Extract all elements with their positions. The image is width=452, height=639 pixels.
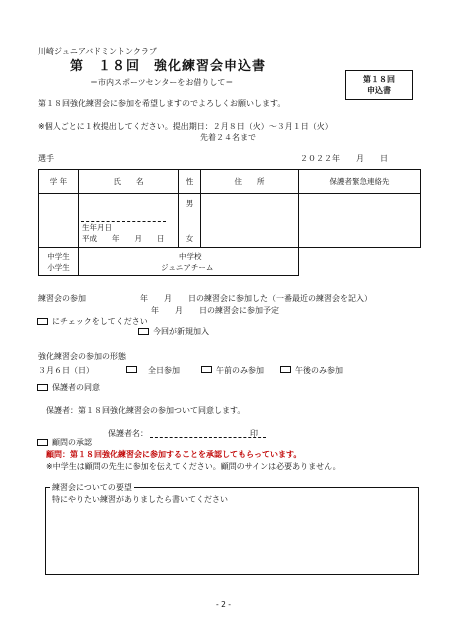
check-note: にチェックをしてください bbox=[52, 317, 148, 326]
sample-checkbox bbox=[37, 318, 48, 325]
morning-checkbox[interactable] bbox=[201, 366, 212, 373]
participation-line-2: 年 月 日の練習会に参加予定 bbox=[151, 306, 279, 315]
advisor-note: ※中学生は顧問の先生に参加を伝えてください。顧問のサインは必要ありません。 bbox=[46, 462, 341, 471]
deadline-text: ※個人ごとに１枚提出してください。提出期日：２月８日（火）～３月１日（火） bbox=[38, 122, 333, 131]
advisor-approval-text: 顧問：第１８回強化練習会に参加することを承認してもらっています。 bbox=[46, 450, 302, 459]
form-number-badge bbox=[345, 70, 413, 100]
consent-checkbox[interactable] bbox=[37, 384, 48, 391]
header-contact: 保護者緊急連絡先 bbox=[299, 170, 421, 194]
advisor-label: 顧問の承認 bbox=[52, 438, 92, 447]
school-label-elementary: 小学生 bbox=[47, 262, 70, 272]
morning-label: 午前のみ参加 bbox=[216, 366, 264, 375]
afternoon-label: 午後のみ参加 bbox=[295, 366, 343, 375]
table-entry-row bbox=[39, 194, 421, 248]
requests-legend: 練習会についての要望 bbox=[52, 483, 132, 492]
venue-note: ＝市内スポーツセンターをお借りして＝ bbox=[90, 78, 234, 87]
limit-text: 先着２４名まで bbox=[200, 133, 256, 142]
form-type-label: 強化練習会の参加の形態 bbox=[38, 352, 126, 361]
date-line: ２０２２年 月 日 bbox=[300, 154, 388, 163]
birth-label: 生年月日 bbox=[82, 223, 112, 232]
page-number: - 2 - bbox=[216, 600, 231, 609]
name-cell[interactable] bbox=[79, 194, 179, 248]
all-day-checkbox[interactable] bbox=[126, 366, 137, 373]
school-type-cell bbox=[39, 248, 79, 276]
requests-prompt: 特にやりたい練習がありましたら書いてください bbox=[52, 495, 228, 504]
advisor-checkbox[interactable] bbox=[37, 439, 48, 446]
seal-mark: 印 bbox=[250, 429, 258, 438]
badge-line-1: 第１８回 bbox=[363, 75, 395, 84]
guardian-name-field[interactable] bbox=[150, 437, 266, 438]
address-cell[interactable] bbox=[201, 194, 299, 248]
afternoon-checkbox[interactable] bbox=[280, 366, 291, 373]
form-type-date: ３月６日（日） bbox=[38, 366, 94, 375]
header-grade: 学 年 bbox=[39, 170, 79, 194]
school-label-junior: 中学生 bbox=[47, 251, 70, 261]
school-value-junior: 中学校 bbox=[179, 251, 202, 261]
empty-cell bbox=[299, 248, 421, 276]
consent-label: 保護者の同意 bbox=[52, 383, 100, 392]
sex-female: 女 bbox=[185, 233, 194, 243]
new-join-checkbox[interactable] bbox=[138, 328, 149, 335]
sex-cell[interactable] bbox=[179, 194, 201, 248]
header-sex: 性 bbox=[179, 170, 201, 194]
all-day-label: 全日参加 bbox=[148, 366, 180, 375]
table-school-row bbox=[39, 248, 421, 276]
consent-text: 保護者：第１８回強化練習会の参加ついて同意します。 bbox=[46, 406, 246, 415]
request-text: 第１８回強化練習会に参加を希望しますのでよろしくお願いします。 bbox=[38, 99, 286, 108]
guardian-name-label: 保護者名： bbox=[108, 429, 148, 438]
table-header-row bbox=[39, 170, 421, 194]
badge-line-2: 申込書 bbox=[367, 86, 391, 95]
page-title: 第 １８回 強化練習会申込書 bbox=[70, 59, 267, 74]
participation-line-1: 年 月 日の練習会に参加した（一番最近の練習会を記入） bbox=[140, 294, 372, 303]
participation-label: 練習会の参加 bbox=[38, 294, 86, 303]
birth-format: 平成 年 月 日 bbox=[82, 234, 165, 243]
entry-table bbox=[38, 169, 421, 276]
header-name: 氏 名 bbox=[79, 170, 179, 194]
sex-male: 男 bbox=[185, 198, 194, 208]
grade-cell[interactable] bbox=[39, 194, 79, 248]
header-address: 住 所 bbox=[201, 170, 299, 194]
player-label: 選手 bbox=[38, 154, 54, 163]
contact-cell[interactable] bbox=[299, 194, 421, 248]
club-name: 川崎ジュニアバドミントンクラブ bbox=[38, 47, 157, 56]
new-join-label: 今回が新規加入 bbox=[153, 327, 209, 336]
school-name-cell[interactable] bbox=[79, 248, 299, 276]
school-value-team: ジュニアチーム bbox=[161, 262, 214, 272]
